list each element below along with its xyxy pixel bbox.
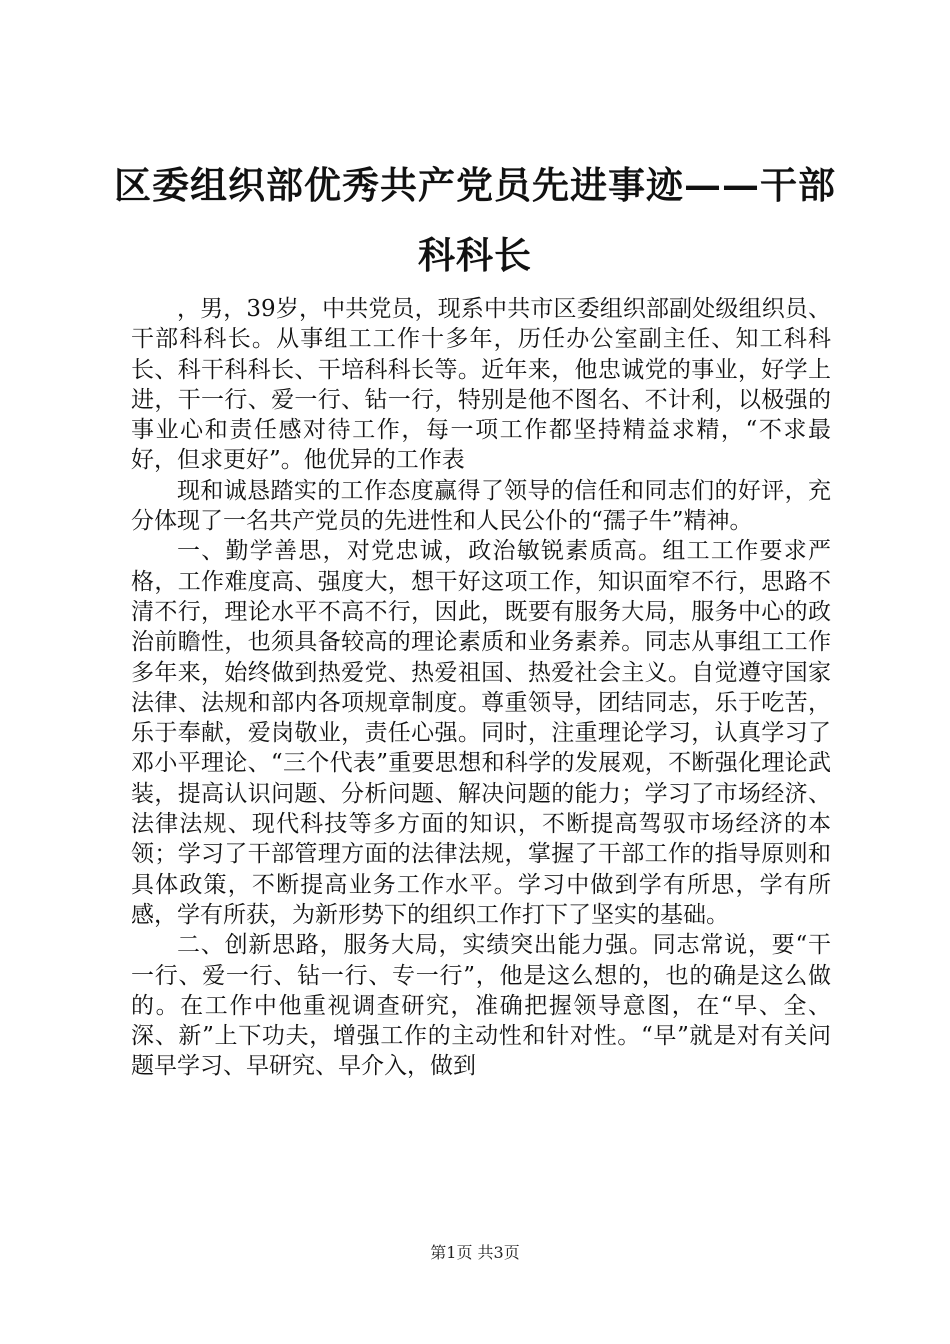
paragraph-intro: ，男，39岁，中共党员，现系中共市区委组织部副处级组织员、干部科科长。从事组工工作十多年，历任办公室副主任、知工科科长、科干科科长、干培科科长等。近年来，他忠诚党的事业，好学上进，干一行、爱一行、钻一行，特别是他不图名、不计利，以极强的事业心和责任感对待工作，每一项工作都坚持精益求精，“不求最好，但求更好”。他优异的工作表 [131, 296, 831, 474]
paragraph-section-one: 一、勤学善思，对党忠诚，政治敏锐素质高。组工工作要求严格，工作难度高、强度大，想干好这项工作，知识面窄不行，思路不清不行，理论水平不高不行，因此，既要有服务大局，服务中心的政治前瞻性，也须具备较高的理论素质和业务素养。同志从事组工工作多年来，始终做到热爱党、热爱祖国、热爱社会主义。自觉遵守国家法律、法规和部内各项规章制度。尊重领导，团结同志，乐于吃苦，乐于奉献，爱岗敬业，责任心强。同时，注重理论学习，认真学习了邓小平理论、“三个代表”重要思想和科学的发展观，不断强化理论武装，提高认识问题、分析问题、解决问题的能力；学习了市场经济、法律法规、现代科技等多方面的知识，不断提高驾驭市场经济的本领；学习了干部管理方面的法律法规，掌握了干部工作的指导原则和具体政策，不断提高业务工作水平。学习中做到学有所思，学有所感，学有所获，为新形势下的组织工作打下了坚实的基础。 [131, 538, 831, 928]
document-title: 区委组织部优秀共产党员先进事迹——干部科科长 [114, 163, 836, 277]
paragraph-section-two: 二、创新思路，服务大局，实绩突出能力强。同志常说，要“干一行、爱一行、钻一行、专一行”，他是这么想的，也的确是这么做的。在工作中他重视调查研究，准确把握领导意图，在“早、全、深、新”上下功夫，增强工作的主动性和针对性。“早”就是对有关问题早学习、早研究、早介入，做到 [131, 932, 831, 1080]
document-body [131, 294, 831, 1082]
paragraph-praise: 现和诚恳踏实的工作态度赢得了领导的信任和同志们的好评，充分体现了一名共产党员的先进性和人民公仆的“孺子牛”精神。 [131, 477, 831, 535]
page-number-footer: 第1页 共3页 [430, 1243, 520, 1262]
